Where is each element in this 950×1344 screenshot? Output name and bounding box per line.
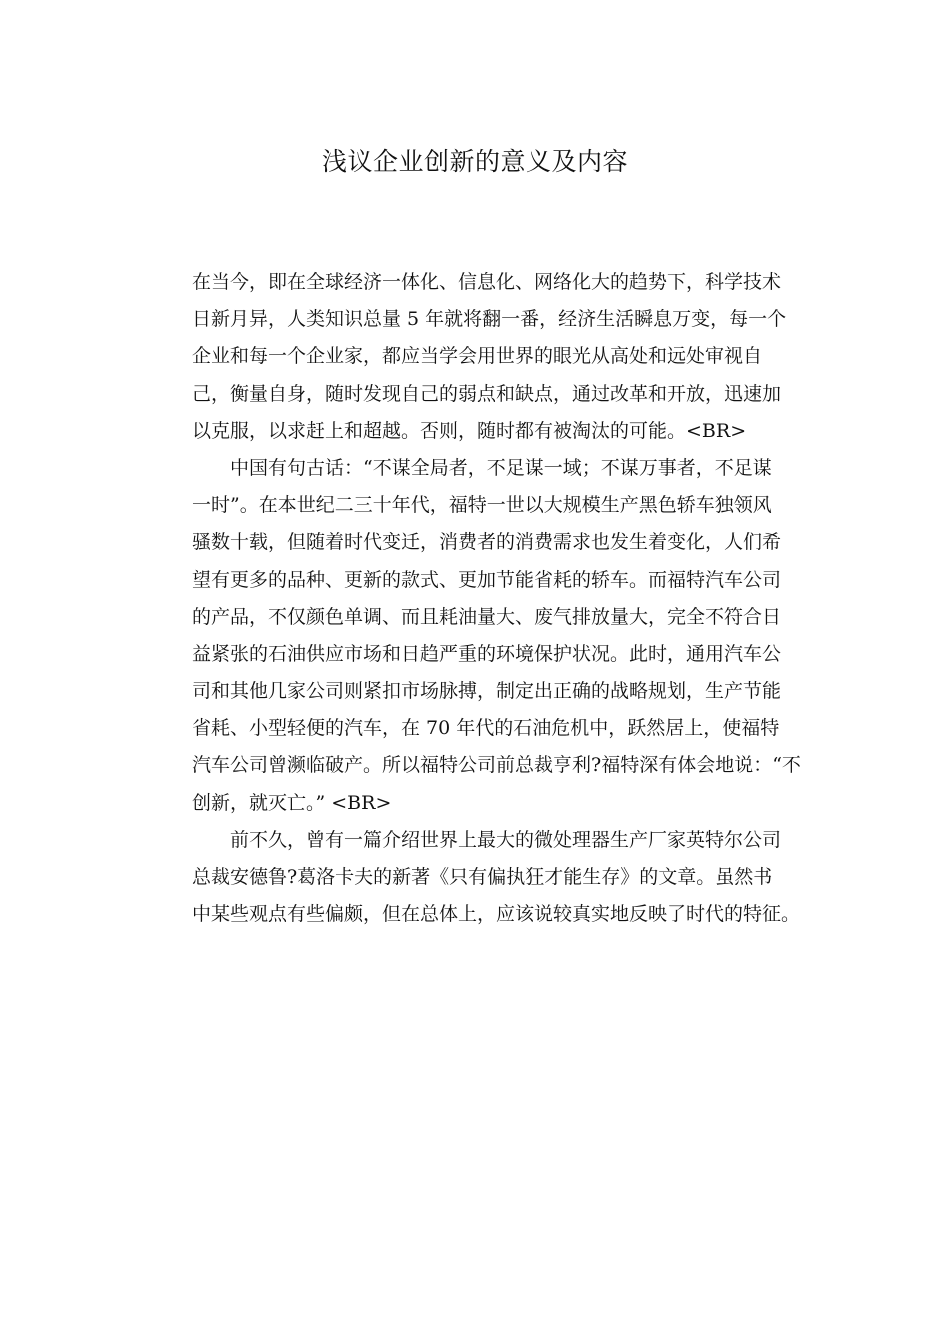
text-line: 望有更多的品种、更新的款式、更加节能省耗的轿车。而福特汽车公司 — [192, 568, 782, 591]
text-line: 企业和每一个企业家，都应当学会用世界的眼光从高处和远处审视自 — [192, 345, 763, 368]
document-body — [192, 264, 801, 933]
text-line: 前不久，曾有一篇介绍世界上最大的微处理器生产厂家英特尔公司 — [230, 828, 782, 851]
text-line: 汽车公司曾濒临破产。所以福特公司前总裁亨利?福特深有体会地说：“不 — [192, 754, 801, 777]
text-line: 的产品，不仅颜色单调、而且耗油量大、废气排放量大，完全不符合日 — [192, 605, 782, 628]
text-line: 司和其他几家公司则紧扣市场脉搏，制定出正确的战略规划，生产节能 — [192, 680, 782, 703]
text-line: 益紧张的石油供应市场和日趋严重的环境保护状况。此时，通用汽车公 — [192, 642, 782, 665]
text-line: 总裁安德鲁?葛洛卡夫的新著《只有偏执狂才能生存》的文章。虽然书 — [192, 866, 773, 888]
text-line: 创新，就灭亡。” <BR> — [192, 791, 392, 814]
text-line: 中国有句古话：“不谋全局者，不足谋一域；不谋万事者，不足谋 — [230, 456, 772, 479]
text-line: 以克服，以求赶上和超越。否则，随时都有被淘汰的可能。<BR> — [192, 419, 747, 442]
text-line: 一时”。在本世纪二三十年代，福特一世以大规模生产黑色轿车独领风 — [192, 494, 772, 517]
text-line: 己，衡量自身，随时发现自己的弱点和缺点，通过改革和开放，迅速加 — [192, 382, 782, 405]
text-line: 省耗、小型轻便的汽车，在 70 年代的石油危机中，跃然居上，使福特 — [192, 717, 780, 740]
text-line: 在当今，即在全球经济一体化、信息化、网络化大的趋势下，科学技术 — [192, 271, 782, 293]
text-line: 中某些观点有些偏颇，但在总体上，应该说较真实地反映了时代的特征。 — [192, 903, 801, 926]
text-line: 骚数十载，但随着时代变迁，消费者的消费需求也发生着变化，人们希 — [192, 531, 782, 554]
text-line: 日新月异，人类知识总量 5 年就将翻一番，经济生活瞬息万变，每一个 — [192, 308, 787, 331]
document-title: 浅议企业创新的意义及内容 — [321, 147, 628, 176]
